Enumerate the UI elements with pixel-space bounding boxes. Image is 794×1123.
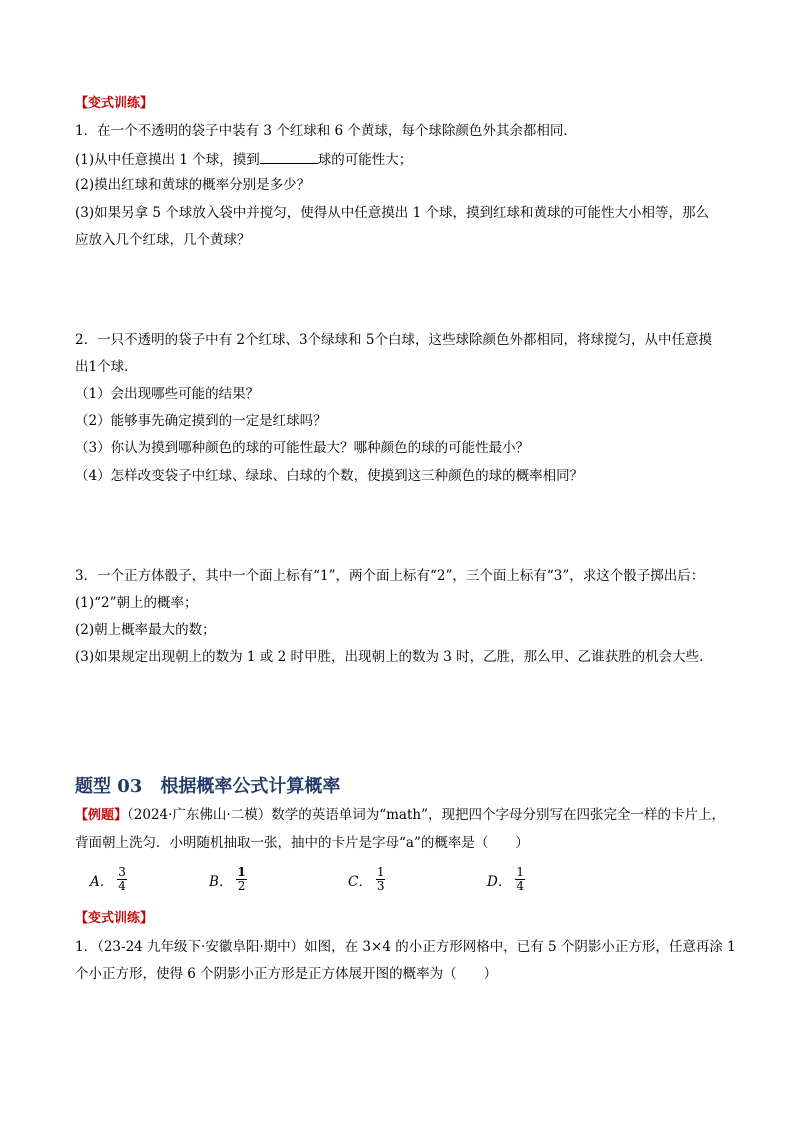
q2-part1: （1）会出现哪些可能的结果？ xyxy=(75,386,260,402)
option-b[interactable] xyxy=(209,866,247,893)
option-c-numerator: 1 xyxy=(376,865,385,879)
q1-part1-before: (1)从中任意摸出 1 个球，摸到 xyxy=(75,152,260,168)
q1-part1-after: 球的可能性大； xyxy=(317,152,413,168)
q1-stem: 1．在一个不透明的袋子中装有 3 个红球和 6 个黄球，每个球除颜色外其余都相同． xyxy=(75,123,577,139)
practice-line2: 个小正方形，使得 6 个阴影小正方形是正方体展开图的概率为（ ） xyxy=(75,966,498,982)
q3-part1: (1)“2”朝上的概率； xyxy=(75,595,198,611)
variant-training-tag: 【变式训练】 xyxy=(75,96,154,111)
practice-tag: 【变式训练】 xyxy=(75,911,154,926)
section-heading: 题型 03 根据概率公式计算概率 xyxy=(75,776,341,797)
option-a-numerator: 3 xyxy=(118,865,126,879)
q2-stem-line2: 出1个球． xyxy=(75,359,138,375)
example-line2: 背面朝上洗匀．小明随机抽取一张，抽中的卡片是字母“a”的概率是（ ） xyxy=(75,835,529,851)
option-b-fraction xyxy=(236,866,246,893)
option-c-denominator: 3 xyxy=(376,879,385,893)
practice-line1: 1．（23-24 九年级下·安徽阜阳·期中）如图，在 3×4 的小正方形网格中，已有 5 个阴影小正方形，任意再涂 1 xyxy=(75,939,736,955)
example-line1 xyxy=(75,806,725,825)
option-c-label: C． xyxy=(348,873,372,890)
option-d-fraction xyxy=(515,866,525,893)
q3-part2: (2)朝上概率最大的数； xyxy=(75,622,216,638)
q2-part2: （2）能够事先确定摸到的一定是红球吗？ xyxy=(75,413,327,429)
q1-part3-line1: (3)如果另拿 5 个球放入袋中并搅匀，使得从中任意摸出 1 个球，摸到红球和黄球的可能性大小相等，那么 xyxy=(75,205,709,221)
q1-part3-line2: 应放入几个红球，几个黄球？ xyxy=(75,232,251,248)
example-tag: 【例题】 xyxy=(75,808,128,823)
option-c-fraction xyxy=(376,866,386,893)
option-a-label: A． xyxy=(90,873,114,890)
option-b-numerator: 1 xyxy=(237,865,246,879)
option-d-numerator: 1 xyxy=(516,865,524,879)
q2-part4: （4）怎样改变袋子中红球、绿球、白球的个数，使摸到这三种颜色的球的概率相同？ xyxy=(75,468,584,484)
q1-part2: (2)摸出红球和黄球的概率分别是多少？ xyxy=(75,177,311,193)
option-b-denominator: 2 xyxy=(237,879,246,893)
q1-part1 xyxy=(75,149,412,169)
option-d[interactable] xyxy=(487,866,525,893)
option-d-label: D． xyxy=(487,873,512,890)
q3-part3: (3)如果规定出现朝上的数为 1 或 2 时甲胜，出现朝上的数为 3 时，乙胜，那么甲、乙谁获胜的机会大些． xyxy=(75,649,713,665)
q3-stem: 3．一个正方体骰子，其中一个面上标有“1”，两个面上标有“2”，三个面上标有“3”，求这个骰子掷出后： xyxy=(75,568,705,584)
option-a[interactable] xyxy=(90,866,127,893)
option-a-fraction xyxy=(117,866,127,893)
option-b-label: B． xyxy=(209,873,233,890)
option-c[interactable] xyxy=(348,866,385,893)
q2-part3: （3）你认为摸到哪种颜色的球的可能性最大？哪种颜色的球的可能性最小？ xyxy=(75,440,530,456)
option-a-denominator: 4 xyxy=(118,879,126,893)
option-d-denominator: 4 xyxy=(516,879,524,893)
q2-stem-line1: 2．一只不透明的袋子中有 2个红球、3个绿球和 5个白球，这些球除颜色外都相同，将球搅匀，从中任意摸 xyxy=(75,332,712,348)
answer-blank[interactable] xyxy=(260,149,318,164)
example-text-1: （2024·广东佛山·二模）数学的英语单词为“math”，现把四个字母分别写在四张完全一样的卡片上， xyxy=(127,807,725,823)
